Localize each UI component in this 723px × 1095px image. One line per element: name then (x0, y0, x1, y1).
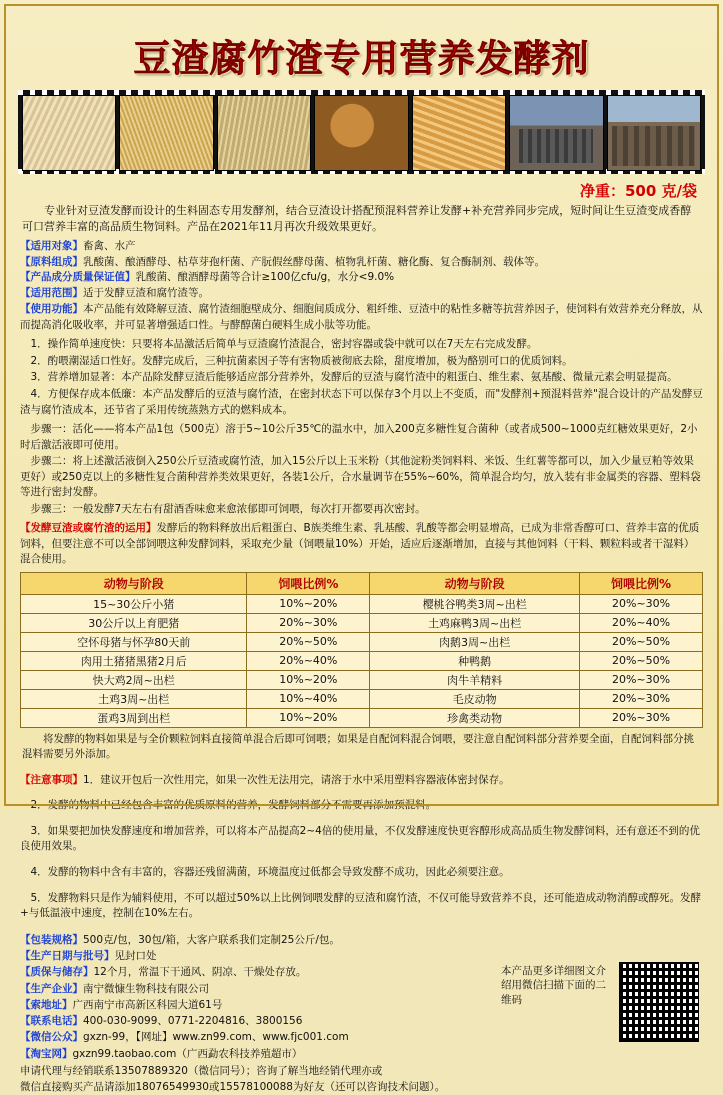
usage-step: 步骤三：一般发酵7天左右有甜酒香味愈来愈浓郁即可饲喂，每次打开都要再次密封。 (30, 502, 426, 515)
table-cell: 20%~30% (580, 689, 703, 708)
info-row (20, 1013, 703, 1029)
table-cell: 土鸡3周~出栏 (21, 689, 247, 708)
feature-step: 4．方便保存成本低廉：本产品发酵后的豆渣与腐竹渣，在密封状态下可以保存3个月以上不变质，而"发酵剂+预混料营养"混合设计的产品发酵豆渣与腐竹渣成本，还节省了采用传统蒸熟方式的燃料成本。 (20, 387, 703, 416)
info-text: 见封口处 (114, 950, 157, 963)
table-header-row (21, 572, 703, 594)
net-weight: 净重：500 克/袋 (579, 182, 697, 200)
table-cell: 10%~20% (247, 670, 370, 689)
photo-frame-5 (412, 95, 506, 171)
table-cell: 20%~50% (580, 632, 703, 651)
bullet-text: 畜禽、水产 (83, 239, 136, 252)
bullet-tag: 【使用功能】 (20, 302, 83, 315)
table-cell: 空怀母猪与怀孕80天前 (21, 632, 247, 651)
info-text: 广西南宁市高新区科园大道61号 (72, 998, 223, 1011)
table-header-cell: 动物与阶段 (21, 572, 247, 594)
info-row (20, 932, 703, 948)
table-cell: 20%~50% (580, 651, 703, 670)
table-cell: 肉牛羊精料 (370, 670, 580, 689)
info-tag: 【联系电话】 (20, 1015, 83, 1028)
table-cell: 肉鹅3周~出栏 (370, 632, 580, 651)
feeding-ratio-table (20, 572, 703, 728)
table-cell: 20%~30% (580, 670, 703, 689)
table-row (21, 651, 703, 670)
photo-filmstrip (18, 90, 705, 174)
bullet-row (20, 239, 703, 255)
bullet-row (20, 255, 703, 271)
usage-step: 步骤二：将上述激活液倒入250公斤豆渣或腐竹渣，加入15公斤以上玉米粉（其他淀粉类饲料料、米饭、生红薯等都可以，加入少量豆粕等效果更好）或250克以上的多糖性复合菌种营养类效果更好，各装1公斤，合水量调节在55%~60%，简单混合均匀，放入装有非金属类的容器、塑料袋等进行密封发酵。 (20, 455, 701, 499)
usage-steps (20, 422, 703, 517)
table-cell: 10%~40% (247, 689, 370, 708)
table-cell: 10%~20% (247, 594, 370, 613)
table-cell: 20%~30% (580, 594, 703, 613)
photo-frame-6 (509, 95, 603, 171)
company-info (20, 932, 703, 1062)
table-cell: 15~30公斤小猪 (21, 594, 247, 613)
precaution-item: 5．发酵物料只是作为辅料使用，不可以超过50%以上比例饲喂发酵的豆渣和腐竹渣，不仅可能导致营养不良，还可能造成动物消醇或醇死。发酵+与低温液中速度，控制在10%左右。 (20, 891, 702, 920)
info-text: 12个月，常温下干通风、阴凉、干燥处存放。 (93, 966, 307, 979)
after-table-note: 将发酵的物料如果是与全价颗粒饲料直接简单混合后即可饲喂；如果是自配饲料混合饲喂，要注意自配饲料部分营养要全面，自配饲料部分挑混料需要另外添加。 (22, 732, 694, 761)
bullet-row (20, 302, 703, 334)
bullet-text: 本产品能有效降解豆渣、腐竹渣细胞壁成分、细胞间质成分、粗纤维、豆渣中的粘性多糖等抗营养因子，使饲料有效营养充分释放，从而提高消化吸收率，并可显著增强适口性。与酵醇菌白硬料生成小肽等功能。 (20, 302, 703, 331)
feature-step: 3．营养增加显著：本产品除发酵豆渣后能够适应部分营养外，发酵后的豆渣与腐竹渣中的粗蛋白、维生素、氨基酸、微量元素会明显提高。 (30, 371, 678, 384)
table-cell: 20%~40% (247, 651, 370, 670)
bullet-row (20, 286, 703, 302)
photo-frame-3 (217, 95, 311, 171)
agent-contact (20, 1064, 703, 1095)
feature-step: 2．酌喂潮湿适口性好。发酵完成后，三种抗菌素因子等有害物质被彻底去除，甜度增加，极为酪别可口的优质饲料。 (30, 354, 573, 367)
precaution-item: 2．发酵的物料中已经包含丰富的优质原料的营养，发酵饲料部分不需要再添加预混料。 (30, 799, 437, 812)
info-tag: 【索地址】 (20, 998, 73, 1011)
special-usage-text: 发酵后的物料释放出后粗蛋白、B族类维生素、乳基酸、乳酸等都会明显增高，已成为非常香醇可口、营养丰富的优质饲料，但要注意不可以全部饲喂这种发酵饲料，采取充少量（饲喂量10%）开始，适应后逐渐增加，直接与其他饲料（干料、颗粒料或者干湿料）混合使用。 (20, 522, 700, 566)
bullet-row (20, 270, 703, 286)
table-cell: 20%~50% (247, 632, 370, 651)
product-intro: 专业针对豆渣发酵而设计的生料固态专用发酵剂，结合豆渣设计搭配预混料营养让发酵+补充营养同步完成，短时间让生豆渣变成香醇可口营养丰富的高品质生物饲料。产品在2021年11月再次升级效果更好。 (22, 204, 692, 233)
info-tag[interactable]: 【淘宝网】 (20, 1047, 73, 1060)
table-cell: 20%~40% (580, 613, 703, 632)
photo-frame-2 (119, 95, 213, 171)
table-header-cell: 饲喂比例% (580, 572, 703, 594)
special-usage (20, 521, 703, 568)
table-row (21, 594, 703, 613)
precaution-item: 1．建议开包后一次性用完，如果一次性无法用完，请溶于水中采用塑料容器液体密封保存。 (83, 773, 510, 786)
photo-frame-4 (314, 95, 408, 171)
bullet-tag: 【原料组成】 (20, 255, 83, 268)
table-cell: 樱桃谷鸭类3周~出栏 (370, 594, 580, 613)
info-text: 500克/包，30包/箱，大客户联系我们定制25公斤/包。 (83, 933, 340, 946)
table-cell: 30公斤以上育肥猪 (21, 613, 247, 632)
table-row (21, 632, 703, 651)
page-title: 豆渣腐竹渣专用营养发酵剂 (133, 37, 590, 80)
table-cell: 珍禽类动物 (370, 708, 580, 727)
bullet-tag: 【产品成分质量保证值】 (20, 271, 136, 284)
qr-caption: 本产品更多详细图文介绍用微信扫描下面的二维码 (501, 964, 606, 1007)
feature-steps (20, 337, 703, 418)
table-cell: 肉用土猪猪黑猪2月后 (21, 651, 247, 670)
agent-contact-line: 申请代理与经销联系13507889320（微信同号）；咨询了解当地经销代理亦或 (20, 1064, 383, 1077)
precaution-item: 4．发酵的物料中含有丰富的，容器还残留满菌，环境温度过低都会导致发酵不成功，因此必须要注意。 (30, 866, 510, 879)
table-header-cell: 饲喂比例% (247, 572, 370, 594)
table-header-cell: 动物与阶段 (370, 572, 580, 594)
table-row (21, 689, 703, 708)
info-tag[interactable]: 【微信公众】 (20, 1031, 83, 1044)
bullet-tag: 【适用对象】 (20, 239, 83, 252)
table-row (21, 708, 703, 727)
info-tag: 【生产企业】 (20, 982, 83, 995)
special-usage-tag: 【发酵豆渣或腐竹渣的运用】 (20, 522, 157, 535)
precaution-item: 3．如果要把加快发酵速度和增加营养，可以将本产品提高2~4倍的使用量，不仅发酵速度快更容醇形成高品质生物发酵饲料，还有意还不到的优良使用效果。 (20, 825, 700, 853)
info-text[interactable]: gxzn99.taobao.com（广西勐农科技养殖超市） (72, 1047, 303, 1060)
info-text[interactable]: gxzn-99，【网址】www.zn99.com、www.fjc001.com (83, 1031, 349, 1044)
table-row (21, 613, 703, 632)
table-cell: 种鸭鹅 (370, 651, 580, 670)
bullet-tag: 【适用范围】 (20, 287, 83, 300)
table-cell: 20%~30% (247, 613, 370, 632)
usage-step: 步骤一：活化——将本产品1包（500克）溶于5~10公斤35℃的温水中，加入200克多糖性复合菌种（或者成500~1000克红糖效果更好，2小时后激活液即可使用。 (20, 423, 698, 451)
precautions-title: 【注意事项】 (20, 773, 83, 786)
bullet-text: 乳酸菌、酿酒酵母、枯草芽孢杆菌、产朊假丝酵母菌、植物乳杆菌、糖化酶、复合酶制剂、载体等。 (83, 255, 545, 268)
info-text: 400-030-9099、0771-2204816、3800156 (83, 1015, 303, 1028)
info-tag: 【质保与储存】 (20, 966, 94, 979)
photo-frame-1 (22, 95, 116, 171)
table-cell: 10%~20% (247, 708, 370, 727)
qr-code[interactable] (619, 962, 699, 1042)
bullet-text: 乳酸菌、酿酒酵母菌等合计≥100亿cfu/g，水分<9.0% (135, 271, 395, 284)
precautions (20, 773, 703, 922)
table-cell: 蛋鸡3周到出栏 (21, 708, 247, 727)
info-tag: 【生产日期与批号】 (20, 950, 115, 963)
photo-frame-7 (607, 95, 701, 171)
spec-bullets (20, 239, 703, 334)
table-cell: 土鸡麻鸭3周~出栏 (370, 613, 580, 632)
info-row (20, 948, 703, 964)
info-tag: 【包装规格】 (20, 933, 83, 946)
table-row (21, 670, 703, 689)
feature-step: 1．操作简单速度快：只要将本品激活后简单与豆渣腐竹渣混合，密封容器或袋中就可以在7天左右完成发酵。 (30, 338, 538, 351)
table-cell: 毛皮动物 (370, 689, 580, 708)
info-row (20, 1029, 703, 1045)
agent-contact-line: 微信直接购买产品请添加18076549930或15578100088为好友（还可以咨询技术问题）。 (20, 1080, 446, 1093)
table-cell: 快大鸡2周~出栏 (21, 670, 247, 689)
info-text: 南宁微慷生物科技有限公司 (83, 982, 209, 995)
info-row (20, 1046, 703, 1062)
table-cell: 20%~30% (580, 708, 703, 727)
qr-code-image (620, 963, 698, 1041)
bullet-text: 适于发酵豆渣和腐竹渣等。 (83, 287, 209, 300)
